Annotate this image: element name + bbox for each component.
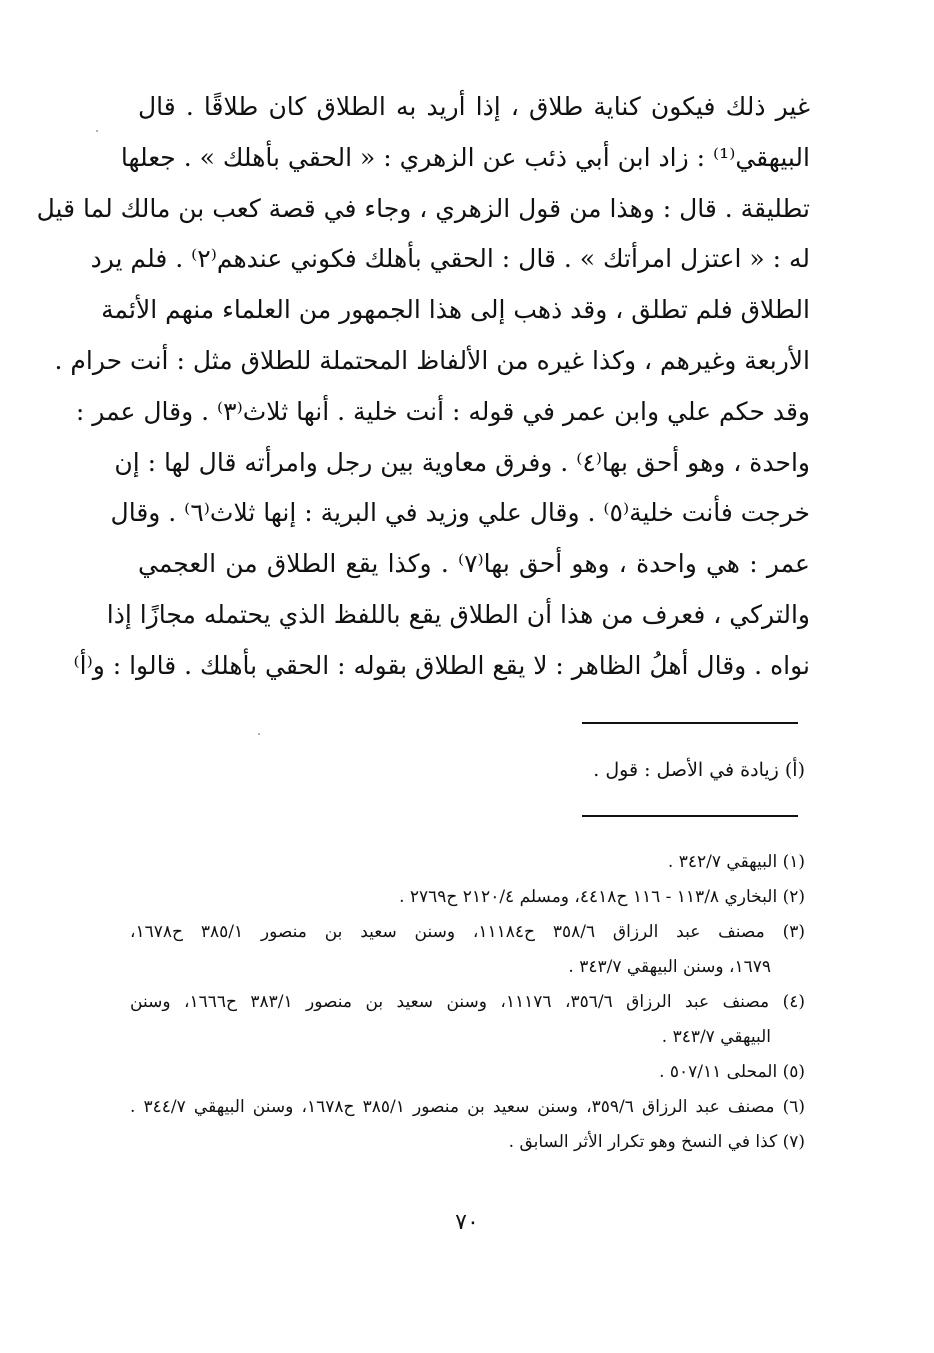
- footnote-line: البيهقي ٣٤٣/٧ .: [661, 1027, 771, 1047]
- main-text-line: عمر : هي واحدة ، وهو أحق بها⁽٧⁾ . وكذا يقع الطلاق من العجمي: [138, 549, 810, 579]
- footnote-line: (٣) مصنف عبد الرزاق ٣٥٨/٦ ح١١١٨٤، وسنن سعيد بن منصور ٣٨٥/١ ح١٦٧٨،: [130, 922, 805, 942]
- footnote-line: (٦) مصنف عبد الرزاق ٣٥٩/٦، وسنن سعيد بن منصور ٣٨٥/١ ح١٦٧٨، وسنن البيهقي ٣٤٤/٧ .: [130, 1097, 805, 1117]
- page-number: ٧٠: [455, 1210, 479, 1235]
- footnote-line: ١٦٧٩، وسنن البيهقي ٣٤٣/٧ .: [568, 957, 771, 977]
- scan-speck: [96, 130, 98, 132]
- footnote-line: (٥) المحلى ٥٠٧/١١ .: [659, 1062, 805, 1082]
- main-text-line: والتركي ، فعرف من هذا أن الطلاق يقع باللفظ الذي يحتمله مجازًا إذا: [106, 599, 810, 629]
- main-text-line: واحدة ، وهو أحق بها⁽٤⁾ . وفرق معاوية بين رجل وامرأته قال لها : إن: [114, 447, 810, 477]
- main-text-line: غير ذلك فيكون كناية طلاق ، إذا أريد به الطلاق كان طلاقًا . قال: [138, 92, 810, 121]
- main-text-line: وقد حكم علي وابن عمر في قوله : أنت خلية . أنها ثلاث⁽٣⁾ . وقال عمر :: [75, 396, 810, 426]
- main-text-block: [36, 82, 810, 692]
- main-text-line: خرجت فأنت خلية⁽٥⁾ . وقال علي وزيد في البرية : إنها ثلاث⁽٦⁾ . وقال: [110, 498, 810, 528]
- footnote-line: (٧) كذا في النسخ وهو تكرار الأثر السابق .: [508, 1132, 805, 1152]
- main-text-line: البيهقي⁽¹⁾ : زاد ابن أبي ذئب عن الزهري : « الحقي بأهلك » . جعلها: [120, 142, 810, 172]
- main-text-line: تطليقة . قال : وهذا من قول الزهري ، وجاء في قصة كعب بن مالك لما قيل: [36, 193, 810, 223]
- main-text-line: له : « اعتزل امرأتك » . قال : الحقي بأهلك فكوني عندهم⁽٢⁾ . فلم يرد: [90, 244, 810, 274]
- main-text-line: الطلاق فلم تطلق ، وقد ذهب إلى هذا الجمهور من العلماء منهم الأئمة: [101, 295, 810, 325]
- footnote-line: (٤) مصنف عبد الرزاق ٣٥٦/٦، ١١١٧٦، وسنن سعيد بن منصور ٣٨٣/١ ح١٦٦٦، وسنن: [130, 992, 805, 1012]
- separator-rule: [582, 815, 798, 817]
- scan-speck: [258, 733, 260, 735]
- main-text-line: الأربعة وغيرهم ، وكذا غيره من الألفاظ المحتملة للطلاق مثل : أنت حرام .: [54, 345, 810, 375]
- footnotes: [130, 845, 805, 1160]
- footnote-line: (١) البيهقي ٣٤٢/٧ .: [667, 852, 805, 872]
- separator-rule: [582, 722, 798, 724]
- footnote-line: (٢) البخاري ١١٣/٨ - ١١٦ ح٤٤١٨، ومسلم ٢١٢٠/٤ ح٢٧٦٩ .: [399, 887, 805, 907]
- main-text-line: نواه . وقال أهلُ الظاهر : لا يقع الطلاق بقوله : الحقي بأهلك . قالوا : و⁽أ⁾: [73, 650, 810, 680]
- editor-note: (أ) زيادة في الأصل : قول .: [593, 759, 805, 781]
